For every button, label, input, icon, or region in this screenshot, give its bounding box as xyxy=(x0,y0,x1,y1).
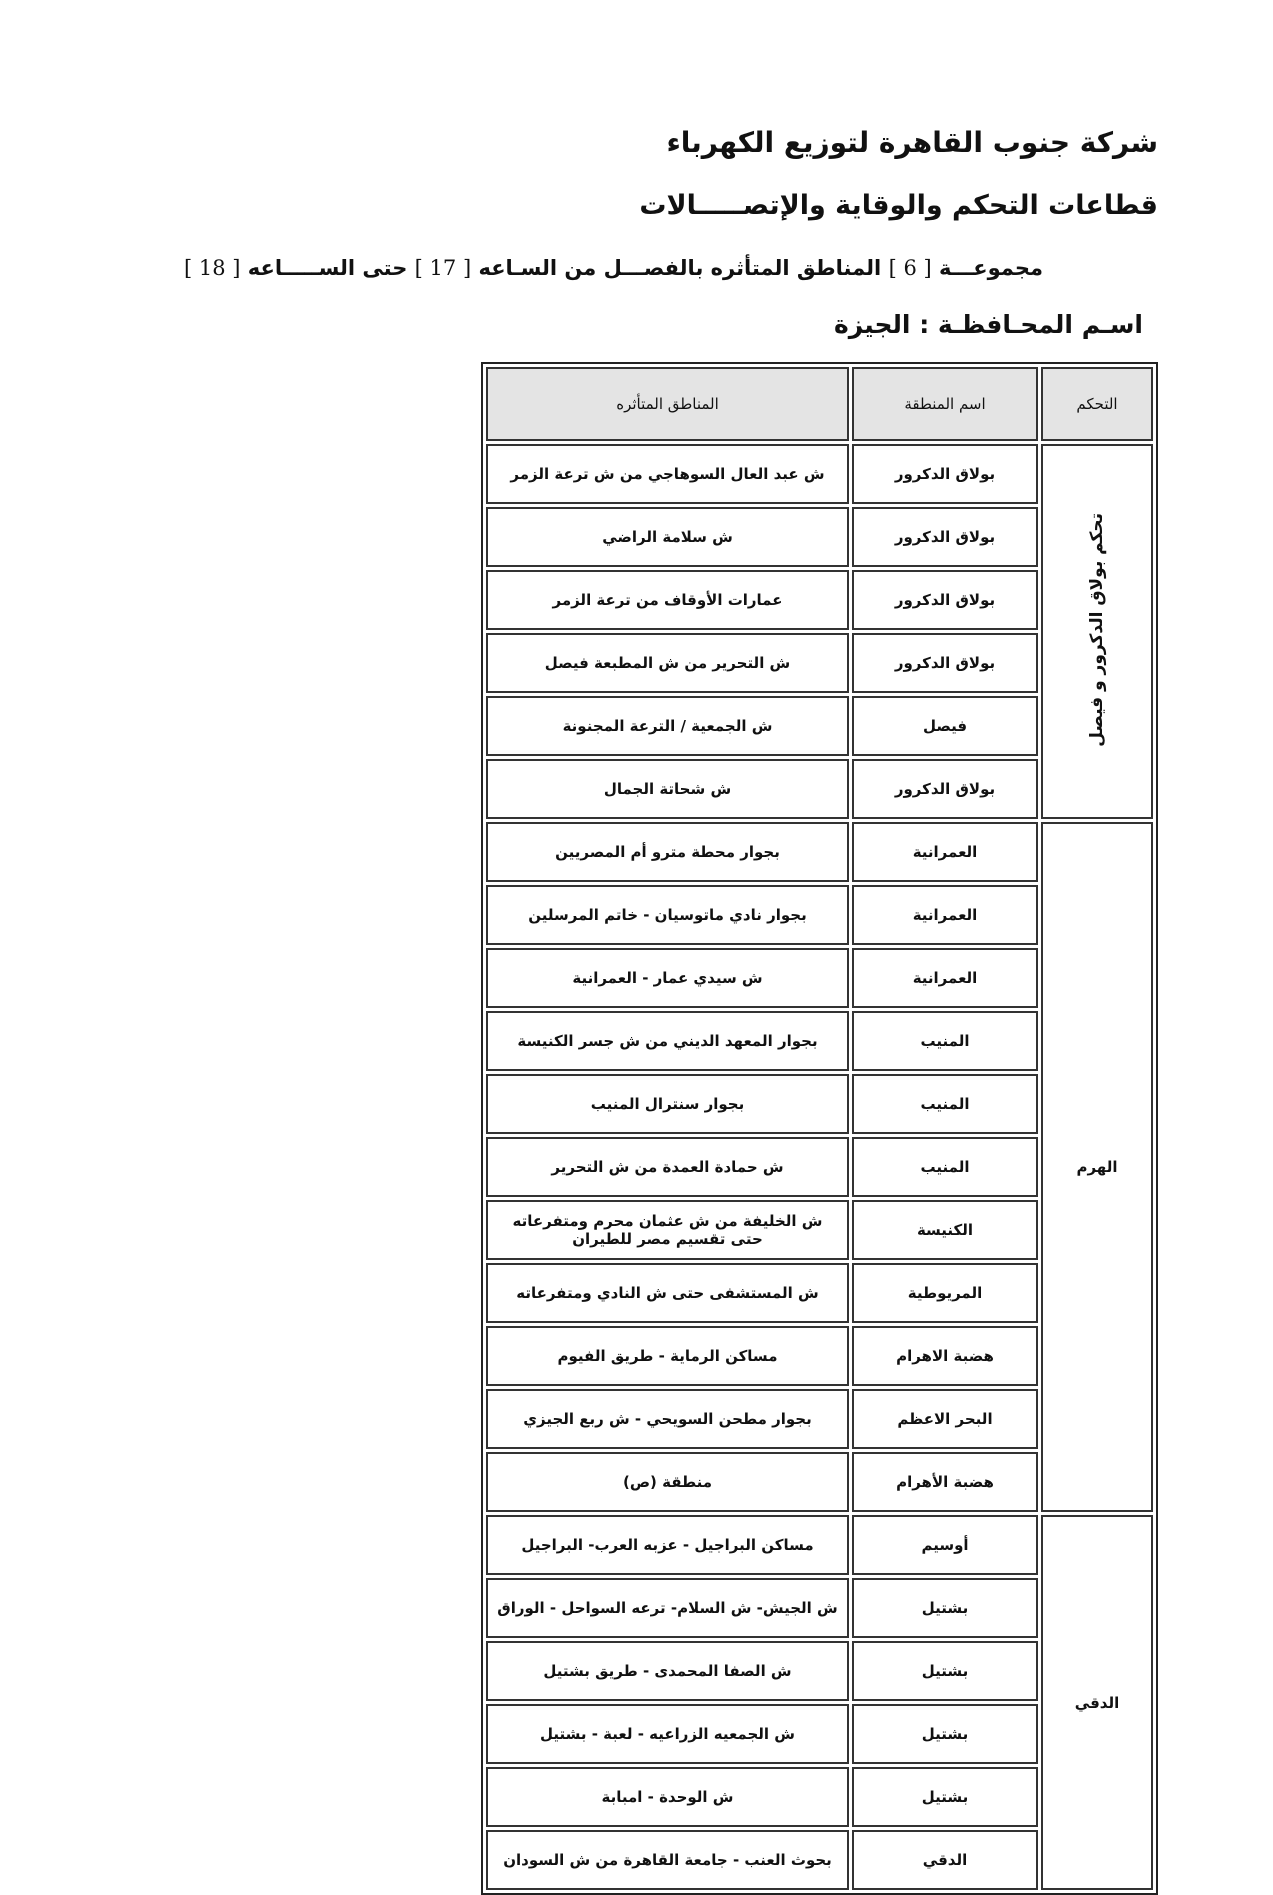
area-name-cell: بشتيل xyxy=(852,1767,1038,1827)
until-label: حتى الســـــاعه xyxy=(247,256,408,280)
header-area-name: اسم المنطقة xyxy=(852,367,1038,441)
affected-area-cell: بحوث العنب - جامعة القاهرة من ش السودان xyxy=(486,1830,849,1890)
control-cell xyxy=(1041,444,1153,819)
area-name-cell: المريوطية xyxy=(852,1263,1038,1323)
affected-area-cell: ش سلامة الراضي xyxy=(486,507,849,567)
affected-area-cell: ش التحرير من ش المطبعة فيصل xyxy=(486,633,849,693)
affected-area-cell: ش حمادة العمدة من ش التحرير xyxy=(486,1137,849,1197)
area-name-cell: بولاق الدكرور xyxy=(852,570,1038,630)
area-name-cell: العمرانية xyxy=(852,885,1038,945)
area-name-cell: بولاق الدكرور xyxy=(852,759,1038,819)
affected-area-cell: بجوار نادي ماتوسيان - خاتم المرسلين xyxy=(486,885,849,945)
area-name-cell: بشتيل xyxy=(852,1704,1038,1764)
area-name-cell: هضبة الأهرام xyxy=(852,1452,1038,1512)
area-name-cell: بولاق الدكرور xyxy=(852,507,1038,567)
group-line xyxy=(184,256,1043,280)
area-name-cell: بولاق الدكرور xyxy=(852,633,1038,693)
company-name: شركة جنوب القاهرة لتوزيع الكهرباء xyxy=(666,126,1158,159)
control-label: تحكم بولاق الدكرور و فيصل xyxy=(1087,512,1107,747)
table-body xyxy=(486,444,1153,1890)
affected-area-cell: بجوار مطحن السويحي - ش ربع الجيزي xyxy=(486,1389,849,1449)
sectors-title: قطاعات التحكم والوقاية والإتصـــــالات xyxy=(639,190,1158,221)
affected-area-cell: ش الجمعيه الزراعيه - لعبة - بشتيل xyxy=(486,1704,849,1764)
affected-area-cell: بجوار محطة مترو أم المصريين xyxy=(486,822,849,882)
affected-areas-table xyxy=(481,362,1158,1895)
from-hour: [ 17 ] xyxy=(414,256,472,280)
governorate-label: اسـم المحـافظـة : الجيزة xyxy=(834,310,1143,339)
affected-area-cell: مساكن الرماية - طريق الفيوم xyxy=(486,1326,849,1386)
affected-area-cell: ش شحاتة الجمال xyxy=(486,759,849,819)
control-cell xyxy=(1041,1515,1153,1890)
affected-area-cell: ش الصفا المحمدى - طريق بشتيل xyxy=(486,1641,849,1701)
area-name-cell: بشتيل xyxy=(852,1641,1038,1701)
control-label: الدقي xyxy=(1074,1693,1120,1712)
affected-area-cell: ش عبد العال السوهاجي من ش ترعة الزمر xyxy=(486,444,849,504)
header-control: التحكم xyxy=(1041,367,1153,441)
table-row xyxy=(486,822,1153,882)
affected-area-cell: ش المستشفى حتى ش النادي ومتفرعاته xyxy=(486,1263,849,1323)
control-cell xyxy=(1041,822,1153,1512)
area-name-cell: فيصل xyxy=(852,696,1038,756)
area-name-cell: بشتيل xyxy=(852,1578,1038,1638)
area-name-cell: بولاق الدكرور xyxy=(852,444,1038,504)
control-label: الهرم xyxy=(1076,1158,1118,1176)
affected-area-cell: مساكن البراجيل - عزبه العرب- البراجيل xyxy=(486,1515,849,1575)
area-name-cell: أوسيم xyxy=(852,1515,1038,1575)
affected-area-cell: منطقة (ص) xyxy=(486,1452,849,1512)
area-name-cell: الكنيسة xyxy=(852,1200,1038,1260)
affected-area-cell: ش الوحدة - امبابة xyxy=(486,1767,849,1827)
area-name-cell: المنيب xyxy=(852,1137,1038,1197)
area-name-cell: الدقي xyxy=(852,1830,1038,1890)
area-name-cell: العمرانية xyxy=(852,822,1038,882)
affected-area-cell: ش الجيش- ش السلام- ترعه السواحل - الوراق xyxy=(486,1578,849,1638)
to-hour: [ 18 ] xyxy=(183,256,241,280)
area-name-cell: هضبة الاهرام xyxy=(852,1326,1038,1386)
area-name-cell: البحر الاعظم xyxy=(852,1389,1038,1449)
header-affected-areas: المناطق المتأثره xyxy=(486,367,849,441)
affected-area-cell: عمارات الأوقاف من ترعة الزمر xyxy=(486,570,849,630)
affected-area-cell: بجوار سنترال المنيب xyxy=(486,1074,849,1134)
affected-area-cell: ش الجمعية / الترعة المجنونة xyxy=(486,696,849,756)
area-name-cell: المنيب xyxy=(852,1074,1038,1134)
group-prefix: مجموعـــة xyxy=(939,256,1043,280)
affected-area-cell: ش الخليفة من ش عثمان محرم ومتفرعاته حتى تقسيم مصر للطيران xyxy=(486,1200,849,1260)
area-name-cell: المنيب xyxy=(852,1011,1038,1071)
group-description: المناطق المتأثره بالفصـــل من السـاعه xyxy=(478,256,882,280)
table-header-row xyxy=(486,367,1153,441)
group-number: [ 6 ] xyxy=(888,256,932,280)
area-name-cell: العمرانية xyxy=(852,948,1038,1008)
table-row xyxy=(486,444,1153,504)
affected-area-cell: ش سيدي عمار - العمرانية xyxy=(486,948,849,1008)
affected-area-cell: بجوار المعهد الديني من ش جسر الكنيسة xyxy=(486,1011,849,1071)
table-row xyxy=(486,1515,1153,1575)
